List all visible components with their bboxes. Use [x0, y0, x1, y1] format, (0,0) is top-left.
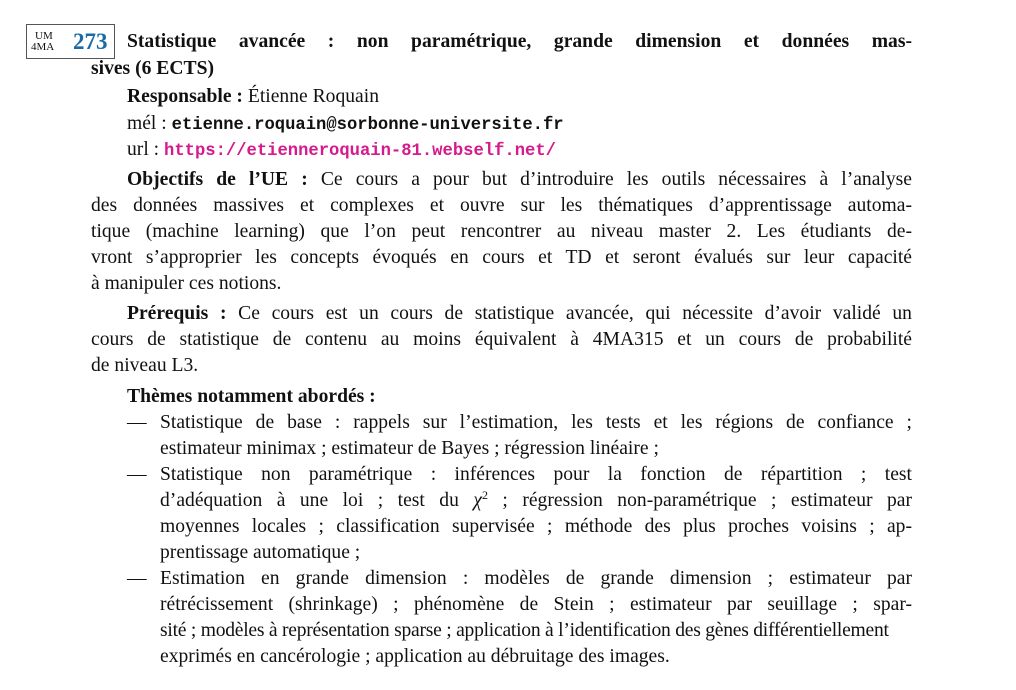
theme-3-line-1: Estimation en grande dimension : modèles de grande dimension ; estimateur par: [160, 568, 912, 589]
course-code-box: [26, 24, 115, 59]
prerequis-label: Prérequis :: [127, 303, 227, 324]
email-row: [127, 111, 564, 139]
prerequis-line-1: [127, 301, 912, 327]
course-title-line-2: sives (6 ECTS): [91, 58, 215, 79]
theme-2-line-2-after: ; régression non-paramétrique ; estimateur par: [487, 490, 912, 511]
chi-symbol: χ: [473, 490, 482, 511]
prerequis-line-3: de niveau L3.: [91, 355, 199, 376]
objectifs-line-2: des données massives et complexes et ouvre sur les thématiques d’apprentissage automa-: [91, 195, 912, 216]
objectifs-text-1: Ce cours a pour but d’introduire les outils nécessaires à l’analyse: [320, 169, 912, 190]
objectifs-line-5: à manipuler ces notions.: [91, 273, 282, 294]
theme-2-line-1: Statistique non paramétrique : inférences pour la fonction de répartition ; test: [160, 464, 912, 485]
bullet-dash-3: —: [127, 568, 147, 589]
theme-2-line-2-before: d’adéquation à une loi ; test du: [160, 490, 474, 511]
theme-3-line-4: exprimés en cancérologie ; application au débruitage des images.: [160, 646, 670, 667]
url-link[interactable]: https://etienneroquain-81.webself.net/: [164, 142, 556, 161]
responsable-name: Étienne Roquain: [247, 86, 379, 107]
theme-2-line-3: moyennes locales ; classification supervisée ; méthode des plus proches voisins ; ap-: [160, 516, 912, 537]
course-code-top: UM: [35, 30, 53, 42]
url-label: url :: [127, 139, 160, 160]
themes-heading: Thèmes notamment abordés :: [127, 386, 376, 407]
url-row: [127, 137, 556, 165]
prerequis-text-1: Ce cours est un cours de statistique avancée, qui nécessite d’avoir validé un: [238, 303, 912, 324]
objectifs-line-3: tique (machine learning) que l’on peut rencontrer au niveau master 2. Les étudiants de-: [91, 221, 912, 242]
bullet-dash-2: —: [127, 464, 147, 485]
objectifs-label: Objectifs de l’UE :: [127, 169, 308, 190]
responsable-label: Responsable :: [127, 86, 243, 107]
theme-1-line-1: Statistique de base : rappels sur l’estimation, les tests et les régions de confiance ;: [160, 412, 912, 433]
course-number: 273: [73, 29, 108, 54]
theme-2-line-4: prentissage automatique ;: [160, 542, 361, 563]
objectifs-line-1: [127, 167, 912, 193]
prerequis-line-2: cours de statistique de contenu au moins équivalent à 4MA315 et un cours de probabilité: [91, 329, 912, 350]
theme-3-line-2: rétrécissement (shrinkage) ; phénomène de Stein ; estimateur par seuillage ; spar-: [160, 594, 912, 615]
course-title-line-1: Statistique avancée : non paramétrique, grande dimension et données mas-: [127, 31, 912, 52]
responsable-row: [127, 84, 379, 110]
theme-3-line-3: sité ; modèles à représentation sparse ; application à l’identification des gènes différentiellement: [160, 620, 889, 641]
bullet-dash-1: —: [127, 412, 147, 433]
chi-exponent: 2: [481, 488, 488, 502]
email-label: mél :: [127, 113, 167, 134]
theme-1-line-2: estimateur minimax ; estimateur de Bayes ; régression linéaire ;: [160, 438, 659, 459]
course-code-bottom: 4MA: [31, 41, 55, 53]
theme-2-line-2: [160, 488, 912, 514]
objectifs-line-4: vront s’approprier les concepts évoqués en cours et TD et seront évalués sur leur capacité: [91, 247, 912, 268]
email-link[interactable]: etienne.roquain@sorbonne-universite.fr: [171, 116, 564, 135]
